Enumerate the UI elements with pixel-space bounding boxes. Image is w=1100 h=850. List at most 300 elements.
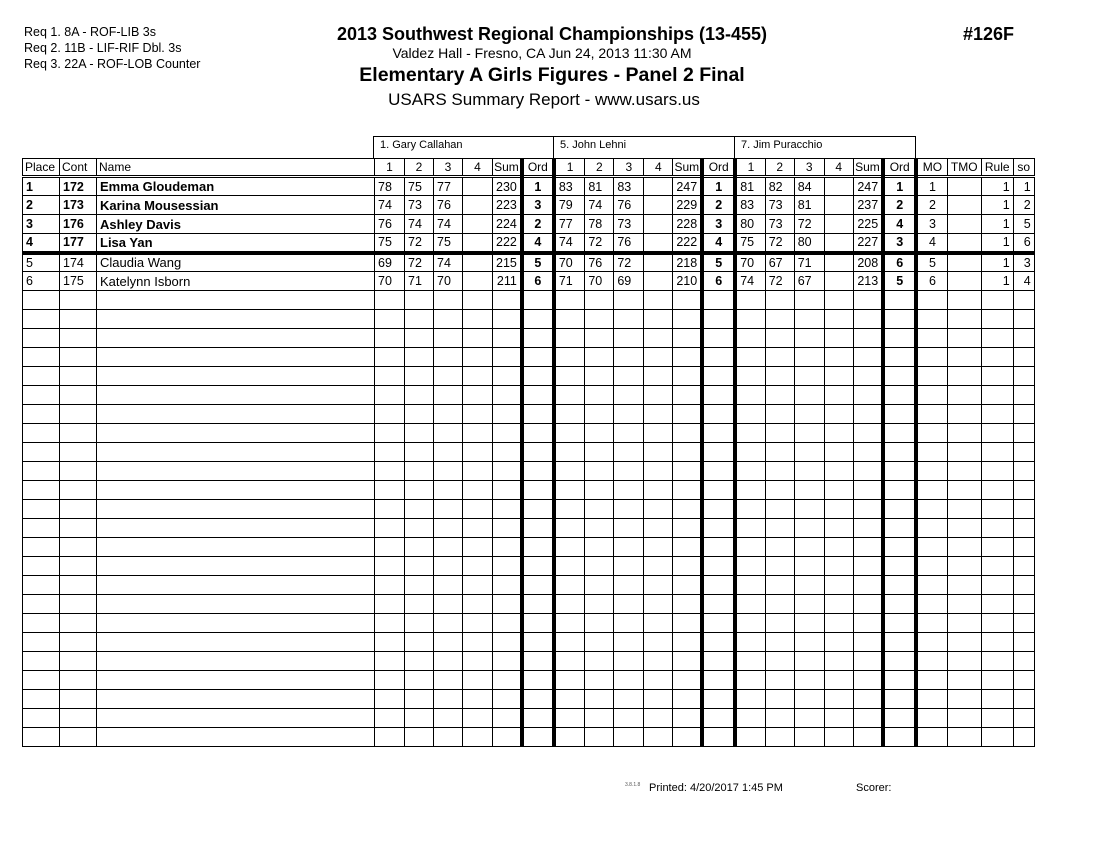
empty-cell [981,595,1013,614]
col-mo: MO [916,159,947,177]
empty-cell [673,310,702,329]
empty-cell [735,481,765,500]
empty-cell [23,614,60,633]
empty-cell [981,557,1013,576]
col-rule: Rule [981,159,1013,177]
empty-cell [735,728,765,747]
blank-row [23,386,1035,405]
empty-cell [97,633,375,652]
empty-cell [824,652,853,671]
empty-cell [97,576,375,595]
empty-cell [794,462,824,481]
empty-cell [97,500,375,519]
empty-cell [1013,576,1034,595]
empty-cell [794,424,824,443]
empty-cell [1013,348,1034,367]
empty-cell [23,709,60,728]
empty-cell [23,652,60,671]
empty-cell [434,443,463,462]
empty-cell [375,424,405,443]
rule-cell: 1 [981,234,1013,253]
score-cell: 83 [735,196,765,215]
empty-cell [97,405,375,424]
empty-cell [702,405,735,424]
empty-cell [981,481,1013,500]
empty-cell [375,557,405,576]
empty-cell [853,367,883,386]
empty-cell [947,367,981,386]
blank-row [23,500,1035,519]
empty-cell [735,424,765,443]
name-cell: Ashley Davis [97,215,375,234]
empty-cell [824,519,853,538]
empty-cell [824,481,853,500]
score-cell [824,272,853,291]
empty-cell [883,633,916,652]
score-cell: 69 [375,253,405,272]
empty-cell [23,291,60,310]
empty-cell [522,557,554,576]
empty-cell [853,291,883,310]
score-cell: 74 [554,234,585,253]
empty-cell [947,557,981,576]
empty-cell [493,576,522,595]
empty-cell [1013,291,1034,310]
empty-cell [97,728,375,747]
empty-cell [735,614,765,633]
empty-cell [916,291,947,310]
empty-cell [981,671,1013,690]
empty-cell [493,614,522,633]
empty-cell [405,633,434,652]
score-cell: 76 [375,215,405,234]
competition-title: 2013 Southwest Regional Championships (13-455) [336,24,768,44]
empty-cell [673,500,702,519]
empty-cell [60,405,97,424]
empty-cell [463,595,493,614]
empty-cell [463,443,493,462]
empty-cell [97,595,375,614]
empty-cell [97,557,375,576]
score-cell [644,196,673,215]
empty-cell [916,519,947,538]
empty-cell [554,557,585,576]
empty-cell [23,557,60,576]
blank-row [23,671,1035,690]
score-cell: 80 [735,215,765,234]
score-cell: 74 [434,215,463,234]
score-cell: 72 [585,234,614,253]
empty-cell [947,671,981,690]
event-number: #126F [963,24,1015,44]
score-cell: 76 [434,196,463,215]
empty-cell [434,386,463,405]
empty-cell [614,462,644,481]
empty-cell [522,728,554,747]
empty-cell [375,367,405,386]
empty-cell [522,386,554,405]
empty-cell [853,519,883,538]
empty-cell [853,595,883,614]
empty-cell [765,519,794,538]
score-cell: 81 [794,196,824,215]
empty-cell [60,519,97,538]
ordinal-cell: 1 [883,177,916,196]
empty-cell [853,310,883,329]
blank-row [23,728,1035,747]
empty-cell [702,348,735,367]
sum-cell: 230 [493,177,522,196]
empty-cell [614,538,644,557]
score-cell: 75 [375,234,405,253]
col-tmo: TMO [947,159,981,177]
empty-cell [644,329,673,348]
empty-cell [585,557,614,576]
empty-cell [981,310,1013,329]
empty-cell [434,633,463,652]
empty-cell [375,500,405,519]
empty-cell [405,728,434,747]
empty-cell [405,462,434,481]
empty-cell [702,633,735,652]
empty-cell [554,652,585,671]
empty-cell [947,728,981,747]
empty-cell [824,690,853,709]
empty-cell [493,500,522,519]
empty-cell [883,462,916,481]
rule-cell: 1 [981,272,1013,291]
empty-cell [947,310,981,329]
empty-cell [794,652,824,671]
empty-cell [97,709,375,728]
empty-cell [673,633,702,652]
empty-cell [405,329,434,348]
empty-cell [554,595,585,614]
empty-cell [735,671,765,690]
empty-cell [23,424,60,443]
score-cell: 72 [765,272,794,291]
empty-cell [765,633,794,652]
sum-cell: 222 [493,234,522,253]
empty-cell [493,424,522,443]
col-j2-score1: 1 [554,159,585,177]
empty-cell [1013,690,1034,709]
empty-cell [702,329,735,348]
empty-cell [375,633,405,652]
empty-cell [1013,424,1034,443]
empty-cell [60,671,97,690]
empty-cell [522,367,554,386]
empty-cell [947,614,981,633]
empty-cell [554,709,585,728]
empty-cell [644,405,673,424]
empty-cell [735,310,765,329]
tmo-cell [947,253,981,272]
empty-cell [883,481,916,500]
empty-cell [97,671,375,690]
empty-cell [522,291,554,310]
mo-cell: 2 [916,196,947,215]
score-cell: 83 [614,177,644,196]
empty-cell [434,291,463,310]
blank-row [23,519,1035,538]
empty-cell [522,443,554,462]
empty-cell [702,538,735,557]
blank-row [23,614,1035,633]
empty-cell [614,405,644,424]
table-row [23,272,1035,291]
requirement-1: Req 1. 8A - ROF-LIB 3s [24,25,156,39]
empty-cell [375,329,405,348]
empty-cell [585,386,614,405]
empty-cell [673,481,702,500]
empty-cell [614,576,644,595]
empty-cell [614,709,644,728]
empty-cell [702,671,735,690]
version-label: 3.8.1.8 [625,782,641,788]
empty-cell [585,462,614,481]
empty-cell [493,671,522,690]
sum-cell: 225 [853,215,883,234]
empty-cell [644,462,673,481]
empty-cell [23,405,60,424]
empty-cell [463,462,493,481]
empty-cell [375,576,405,595]
empty-cell [1013,386,1034,405]
empty-cell [824,557,853,576]
empty-cell [463,500,493,519]
empty-cell [883,443,916,462]
empty-cell [375,405,405,424]
empty-cell [947,424,981,443]
empty-cell [794,557,824,576]
tmo-cell [947,215,981,234]
empty-cell [585,614,614,633]
empty-cell [1013,633,1034,652]
empty-cell [23,500,60,519]
empty-cell [554,519,585,538]
empty-cell [981,538,1013,557]
empty-cell [1013,500,1034,519]
empty-cell [554,386,585,405]
empty-cell [522,329,554,348]
empty-cell [765,690,794,709]
empty-cell [981,424,1013,443]
empty-cell [644,519,673,538]
empty-cell [765,728,794,747]
empty-cell [1013,519,1034,538]
empty-cell [60,424,97,443]
score-cell: 78 [375,177,405,196]
empty-cell [794,291,824,310]
empty-cell [644,310,673,329]
empty-cell [794,519,824,538]
empty-cell [702,576,735,595]
empty-cell [824,329,853,348]
blank-row [23,367,1035,386]
col-j3-ord: Ord [883,159,916,177]
empty-cell [97,329,375,348]
empty-cell [673,671,702,690]
empty-cell [883,291,916,310]
sum-cell: 208 [853,253,883,272]
empty-cell [824,671,853,690]
col-j1-score3: 3 [434,159,463,177]
empty-cell [434,519,463,538]
empty-cell [794,671,824,690]
empty-cell [824,538,853,557]
empty-cell [585,633,614,652]
empty-cell [434,405,463,424]
so-cell: 3 [1013,253,1034,272]
empty-cell [644,728,673,747]
empty-cell [824,576,853,595]
empty-cell [522,538,554,557]
empty-cell [522,481,554,500]
empty-cell [673,595,702,614]
empty-cell [493,405,522,424]
empty-cell [375,595,405,614]
empty-cell [981,633,1013,652]
rule-cell: 1 [981,253,1013,272]
empty-cell [765,671,794,690]
empty-cell [853,557,883,576]
judge-header-2: 5. John Lehni [553,136,735,158]
empty-cell [405,576,434,595]
empty-cell [673,405,702,424]
empty-cell [614,386,644,405]
empty-cell [60,481,97,500]
col-j2-sum: Sum [673,159,702,177]
empty-cell [673,462,702,481]
empty-cell [522,348,554,367]
empty-cell [765,709,794,728]
empty-cell [97,424,375,443]
empty-cell [60,633,97,652]
empty-cell [794,538,824,557]
empty-cell [644,709,673,728]
empty-cell [824,614,853,633]
empty-cell [883,557,916,576]
ordinal-cell: 6 [702,272,735,291]
empty-cell [554,310,585,329]
empty-cell [947,386,981,405]
empty-cell [23,367,60,386]
empty-cell [981,728,1013,747]
place-cell: 3 [23,215,60,234]
empty-cell [765,405,794,424]
empty-cell [883,405,916,424]
empty-cell [765,614,794,633]
report-title: USARS Summary Report - www.usars.us [388,90,700,109]
empty-cell [947,462,981,481]
empty-cell [585,500,614,519]
sum-cell: 247 [853,177,883,196]
empty-cell [405,291,434,310]
empty-cell [1013,462,1034,481]
empty-cell [735,443,765,462]
empty-cell [60,595,97,614]
empty-cell [1013,405,1034,424]
empty-cell [824,633,853,652]
empty-cell [493,329,522,348]
col-j1-score1: 1 [375,159,405,177]
empty-cell [375,291,405,310]
col-j3-score2: 2 [765,159,794,177]
empty-cell [947,291,981,310]
empty-cell [644,386,673,405]
empty-cell [765,386,794,405]
empty-cell [23,671,60,690]
empty-cell [522,671,554,690]
score-cell: 73 [765,215,794,234]
empty-cell [522,595,554,614]
place-cell: 5 [23,253,60,272]
empty-cell [585,671,614,690]
empty-cell [405,671,434,690]
empty-cell [554,614,585,633]
empty-cell [463,538,493,557]
blank-row [23,595,1035,614]
empty-cell [824,405,853,424]
empty-cell [493,633,522,652]
empty-cell [554,690,585,709]
scorer-label: Scorer: [856,782,892,794]
empty-cell [947,709,981,728]
empty-cell [794,348,824,367]
empty-cell [405,424,434,443]
score-cell: 73 [405,196,434,215]
empty-cell [522,424,554,443]
empty-cell [405,557,434,576]
empty-cell [60,348,97,367]
place-cell: 4 [23,234,60,253]
empty-cell [673,728,702,747]
col-j3-score3: 3 [794,159,824,177]
empty-cell [434,557,463,576]
score-cell [824,234,853,253]
empty-cell [23,386,60,405]
col-j3-sum: Sum [853,159,883,177]
empty-cell [585,348,614,367]
empty-cell [916,481,947,500]
blank-row [23,329,1035,348]
score-cell: 70 [554,253,585,272]
empty-cell [405,367,434,386]
empty-cell [735,576,765,595]
empty-cell [23,633,60,652]
score-cell: 83 [554,177,585,196]
empty-cell [554,367,585,386]
empty-cell [644,595,673,614]
empty-cell [434,462,463,481]
score-cell: 77 [554,215,585,234]
empty-cell [916,652,947,671]
empty-cell [883,690,916,709]
blank-row [23,652,1035,671]
empty-cell [702,728,735,747]
empty-cell [765,538,794,557]
empty-cell [981,519,1013,538]
table-row [23,253,1035,272]
so-cell: 4 [1013,272,1034,291]
empty-cell [463,728,493,747]
empty-cell [375,709,405,728]
empty-cell [853,481,883,500]
empty-cell [673,652,702,671]
empty-cell [585,595,614,614]
empty-cell [947,633,981,652]
